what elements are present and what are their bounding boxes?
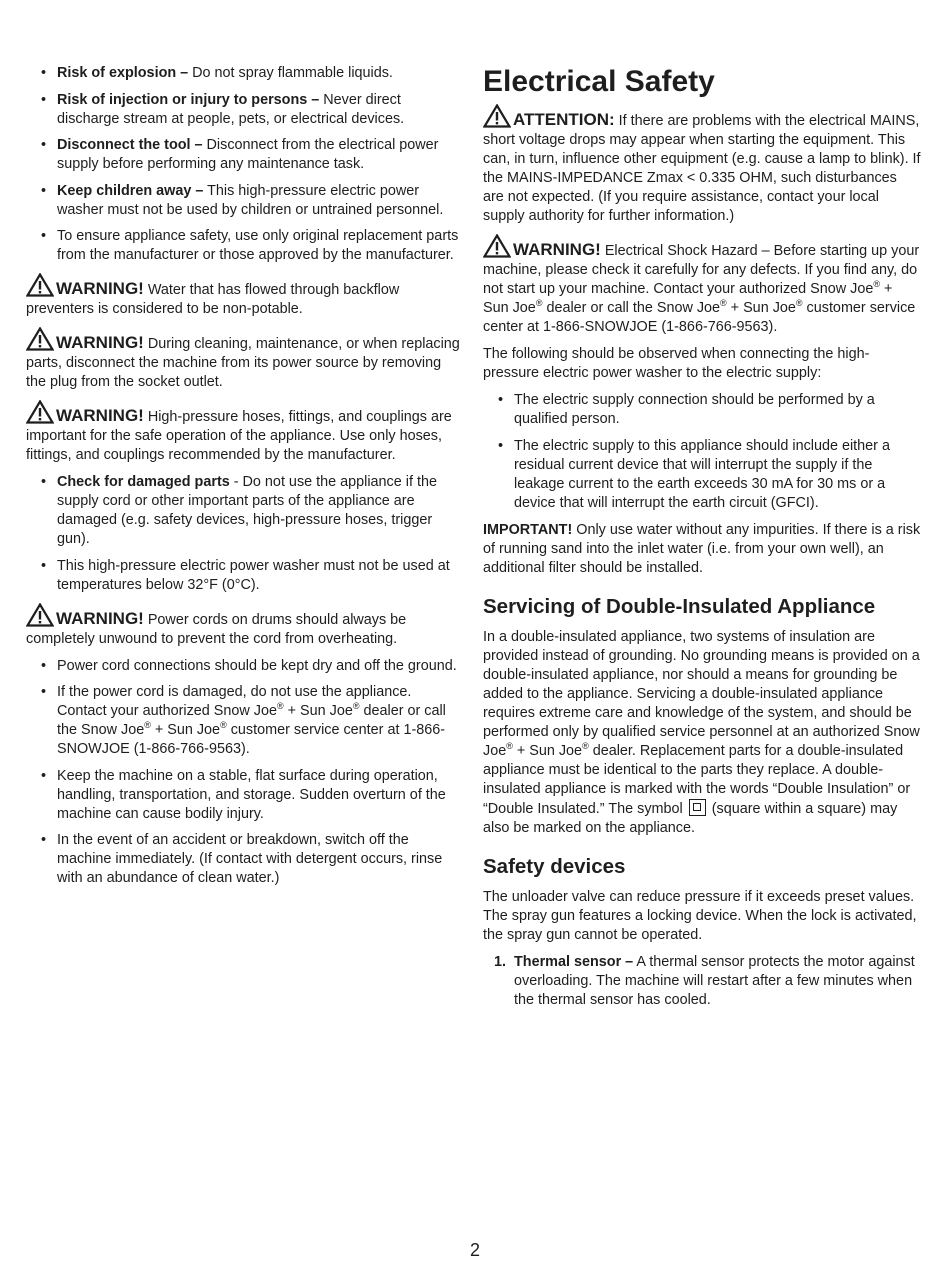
list-item: • Risk of injection or injury to persons – Never direct discharge stream at people, pets, or electrical devices. <box>26 91 462 129</box>
list-item: • Power cord connections should be kept dry and off the ground. <box>26 657 462 676</box>
important-notice: IMPORTANT! Only use water without any impurities. If there is a risk of running sand into the inlet water (i.e. from your own well), an additional filter should be installed. <box>483 521 921 576</box>
list-item: • Keep the machine on a stable, flat surface during operation, handling, transportation, and storage. Sudden overturn of the machine can cause bodily injury. <box>26 767 462 824</box>
warning-hoses: WARNING! High-pressure hoses, fittings, and couplings are important for the safe operation of the appliance. Use only hoses, fittings, and couplings recommended by the manufacturer. <box>26 400 462 465</box>
double-insulation-symbol-icon <box>689 799 706 816</box>
list-item: • Keep children away – This high-pressure electric power washer must not be used by children or untrained personnel. <box>26 182 462 220</box>
warning-shock-hazard: WARNING! Electrical Shock Hazard – Before starting up your machine, please check it carefully for any defects. If you find any, do not start up your machine. Contact your authorized Snow Joe® + Sun Joe® dealer or call the Snow Joe® + Sun Joe® customer service center at 1-866-SNOWJOE (1-866-766-9563). <box>483 234 921 337</box>
warning-triangle-icon <box>483 234 511 258</box>
right-column <box>483 64 921 1018</box>
warning-triangle-icon <box>483 104 511 128</box>
list-item: • The electric supply to this appliance should include either a residual current device that will interrupt the supply if the leakage current to the earth exceeds 30 mA for 30 ms or a device that will interrupt the earth circuit (GFCI). <box>483 437 921 513</box>
warning-backflow: WARNING! Water that has flowed through backflow preventers is considered to be non-potable. <box>26 273 462 319</box>
safety-devices-text: The unloader valve can reduce pressure if it exceeds preset values. The spray gun features a locking device. When the lock is activated, the spray gun cannot be operated. <box>483 888 917 943</box>
list-item: • In the event of an accident or breakdown, switch off the machine immediately. (If contact with detergent occurs, rinse with an abundance of clean water.) <box>26 831 462 888</box>
safety-bullets-bottom <box>26 657 462 889</box>
warning-triangle-icon <box>26 603 54 627</box>
list-item: • Risk of explosion – Do not spray flammable liquids. <box>26 64 462 83</box>
safety-bullets-mid <box>26 473 462 595</box>
safety-bullets-top <box>26 64 462 265</box>
page-number: 2 <box>469 1240 480 1260</box>
left-column <box>26 64 462 896</box>
servicing-heading: Servicing of Double-Insulated Appliance <box>483 594 876 618</box>
servicing-text: In a double-insulated appliance, two systems of insulation are provided instead of grounding. No grounding means is provided on a double-insulated appliance, nor should a means for grounding be added to the appliance. Servicing a double-insulated appliance requires extreme care and knowledge of the system, and should be performed only by qualified service personnel at an authorized Snow Joe® + Sun Joe® dealer. Replacement parts for a double-insulated appliance must be identical to the parts they replace. A double-insulated appliance is marked with the words “Double Insulation” or “Double Insulated.” The symbol (square within a square) may also be marked on the appliance. <box>483 628 920 836</box>
warning-triangle-icon <box>26 327 54 351</box>
warning-disconnect: WARNING! During cleaning, maintenance, or when replacing parts, disconnect the machine from its power source by removing the plug from the socket outlet. <box>26 327 462 392</box>
section-title: Electrical Safety <box>483 65 715 98</box>
observe-intro: The following should be observed when connecting the high-pressure electric power washer to the electric supply: <box>483 346 870 381</box>
supply-bullets <box>483 391 921 513</box>
list-item: 1. Thermal sensor – A thermal sensor protects the motor against overloading. The machine will restart after a few minutes when the thermal sensor has cooled. <box>494 953 915 1008</box>
warning-power-cords: WARNING! Power cords on drums should always be completely unwound to prevent the cord from overheating. <box>26 603 462 649</box>
safety-devices-list <box>483 953 921 1010</box>
safety-devices-heading: Safety devices <box>483 854 626 878</box>
warning-triangle-icon <box>26 400 54 424</box>
list-item: • If the power cord is damaged, do not use the appliance. Contact your authorized Snow Joe® + Sun Joe® dealer or call the Snow Joe® + Sun Joe® customer service center at 1-866-SNOWJOE (1-866-766-9563). <box>26 683 462 759</box>
warning-triangle-icon <box>26 273 54 297</box>
list-item: • The electric supply connection should be performed by a qualified person. <box>483 391 921 429</box>
list-item: • This high-pressure electric power washer must not be used at temperatures below 32°F (0°C). <box>26 557 462 595</box>
attention-notice: ATTENTION: If there are problems with the electrical MAINS, short voltage drops may appear when starting the equipment. This can, in turn, influence other equipment (e.g. cause a lamp to blink). If the MAINS-IMPEDANCE Zmax < 0.335 OHM, such disturbances are not expected. (If you require assistance, contact your local supply authority for further information.) <box>483 104 921 226</box>
list-item: • Check for damaged parts - Do not use the appliance if the supply cord or other important parts of the appliance are damaged (e.g. safety devices, high-pressure hoses, trigger gun). <box>26 473 462 549</box>
list-item: • Disconnect the tool – Disconnect from the electrical power supply before performing any maintenance task. <box>26 136 462 174</box>
list-item: • To ensure appliance safety, use only original replacement parts from the manufacturer or those approved by the manufacturer. <box>26 227 462 265</box>
